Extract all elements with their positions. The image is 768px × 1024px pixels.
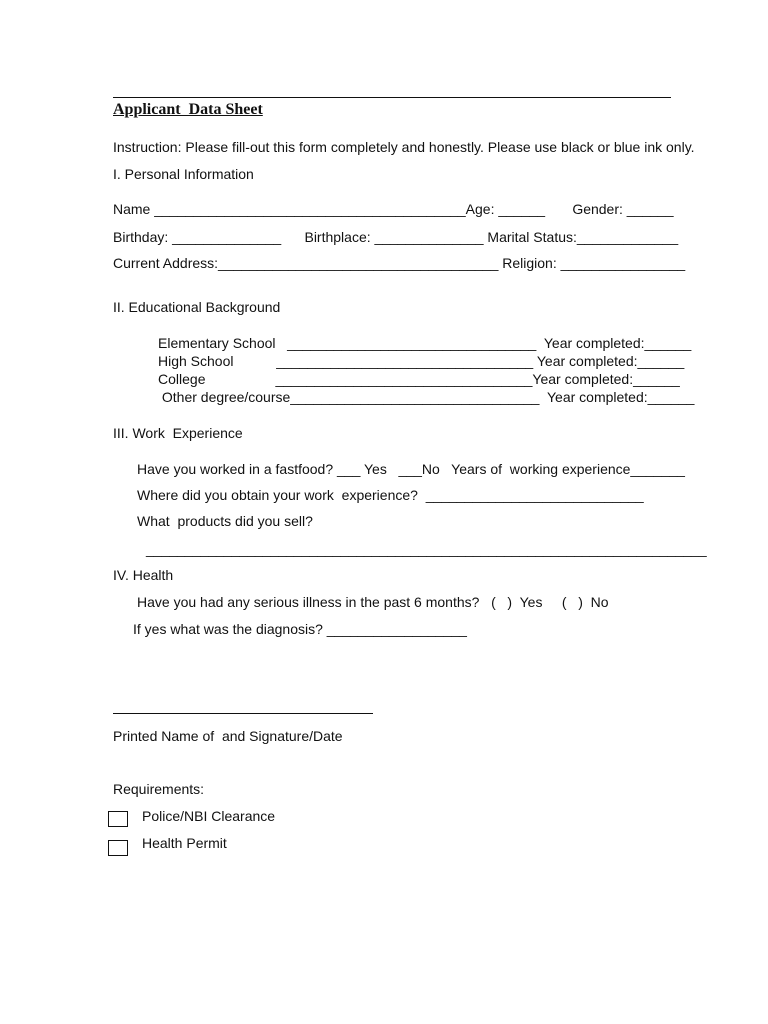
work-question-fastfood[interactable]: Have you worked in a fastfood? ___ Yes ___No Years of working experience_______ [137,461,685,477]
requirement-police-nbi-label: Police/NBI Clearance [142,808,276,824]
work-question-products: What products did you sell? [137,513,313,529]
section-work-heading: III. Work Experience [113,425,243,441]
health-question-diagnosis[interactable]: If yes what was the diagnosis? __________________ [133,621,467,637]
work-question-where[interactable]: Where did you obtain your work experience? ____________________________ [137,487,644,503]
instruction-text: Instruction: Please fill-out this form completely and honestly. Please use black or blue ink only. [113,139,695,155]
personal-line-address-religion[interactable]: Current Address:____________________________________ Religion: ________________ [113,255,686,271]
page-title: Applicant Data Sheet [113,101,263,118]
education-row-high-school[interactable]: High School _________________________________ Year completed:______ [158,353,685,369]
personal-line-birthday-birthplace-status[interactable]: Birthday: ______________ Birthplace: ______________ Marital Status:_____________ [113,229,679,245]
section-personal-heading: I. Personal Information [113,166,254,182]
work-answer-line[interactable]: ________________________________________________________________________ [146,541,707,557]
health-question-illness[interactable]: Have you had any serious illness in the past 6 months? ( ) Yes ( ) No [137,594,609,610]
signature-line[interactable] [113,713,373,714]
personal-line-name-age-gender[interactable]: Name ________________________________________Age: ______ Gender: ______ [113,201,674,217]
requirements-heading: Requirements: [113,781,205,797]
checkbox-police-nbi[interactable] [108,811,128,827]
top-rule [113,97,671,98]
education-row-other-degree[interactable]: Other degree/course________________________________ Year completed:______ [158,389,695,405]
section-education-heading: II. Educational Background [113,299,281,315]
signature-label: Printed Name of and Signature/Date [113,728,343,744]
education-row-elementary[interactable]: Elementary School ________________________________ Year completed:______ [158,335,692,351]
education-row-college[interactable]: College _________________________________Year completed:______ [158,371,680,387]
requirement-health-permit-label: Health Permit [142,835,227,851]
section-health-heading: IV. Health [113,567,174,583]
checkbox-health-permit[interactable] [108,840,128,856]
